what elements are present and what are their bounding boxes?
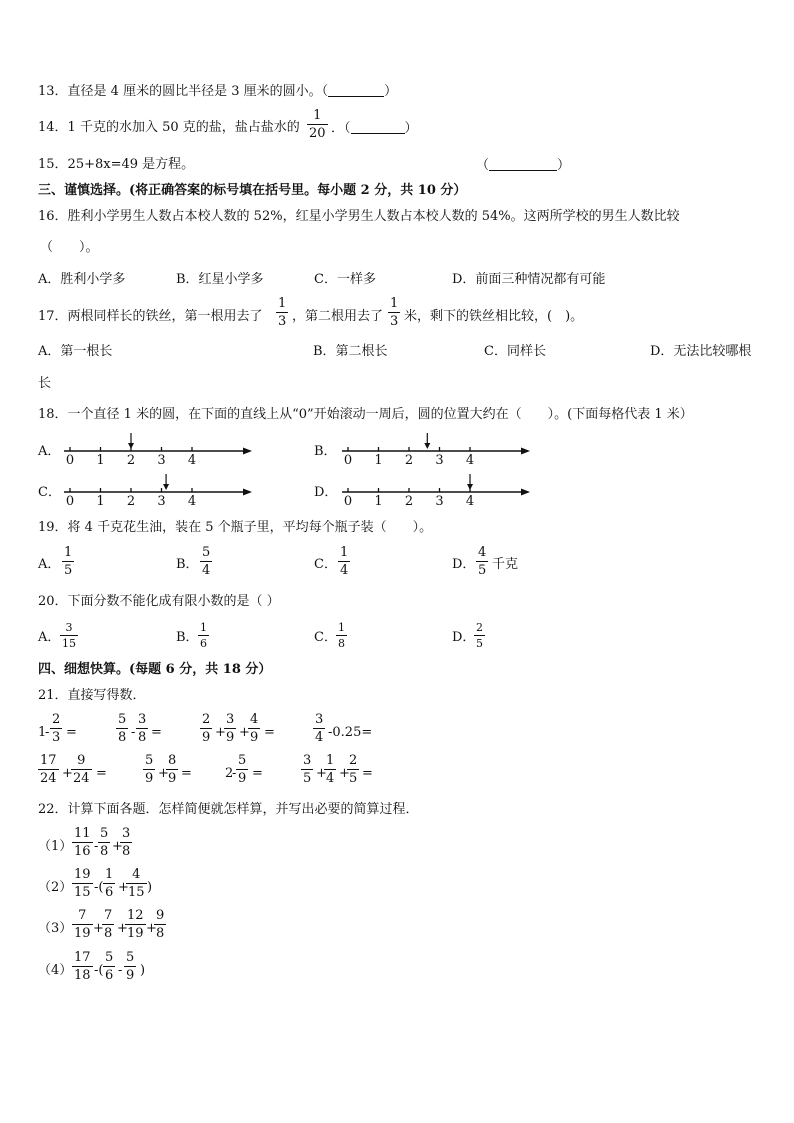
tick-label: 1	[96, 453, 105, 466]
tick-label: 0	[343, 453, 353, 466]
fraction: $\frac{3}{8}$	[122, 826, 131, 859]
tick-label: 1	[374, 453, 383, 466]
position-arrowhead	[467, 484, 473, 490]
operator: +	[62, 766, 73, 781]
axis-arrowhead	[521, 489, 530, 496]
number-line-c	[62, 473, 262, 507]
option-d-label[interactable]: D．	[452, 557, 476, 572]
operator: -0.25=	[328, 725, 373, 740]
option-d-label[interactable]: D．	[314, 485, 338, 500]
operator: =	[264, 725, 275, 740]
question-15-answer: （ ）	[476, 158, 571, 173]
option-b-label[interactable]: B．	[176, 630, 199, 645]
fraction: $\frac{11}{16}$	[74, 826, 91, 859]
option-c[interactable]: C．一样多	[314, 272, 376, 287]
operator: +	[117, 921, 128, 936]
number-line-b	[340, 432, 540, 466]
fraction: $\frac{9}{24}$	[73, 753, 90, 786]
operator: +	[93, 921, 104, 936]
fraction: $\frac{4}{5}$	[478, 545, 487, 578]
fraction: $\frac{9}{8}$	[156, 908, 165, 941]
fraction: $\frac{5}{6}$	[105, 950, 114, 983]
option-a-label[interactable]: A．	[38, 557, 61, 572]
axis-arrowhead	[243, 448, 252, 455]
question-21: 21．直接写得数．	[38, 688, 146, 703]
question-22: 22．计算下面各题．怎样简便就怎样算，并写出必要的简算过程．	[38, 802, 419, 817]
operator: +	[316, 766, 327, 781]
question-19: 19．将 4 千克花生油，装在 5 个瓶子里，平均每个瓶子装（ ）。	[38, 520, 433, 535]
fraction: $\frac{1}{4}$	[326, 753, 335, 786]
unit-label: 千克	[492, 557, 519, 572]
operator: -	[45, 725, 50, 740]
fraction: $\frac{12}{19}$	[127, 908, 144, 941]
tick-label: 3	[157, 453, 166, 466]
position-arrowhead	[424, 443, 430, 449]
answer-blank[interactable]	[489, 158, 557, 171]
operator: +	[239, 725, 250, 740]
option-a[interactable]: A．胜利小学多	[38, 272, 126, 287]
operator: +	[158, 766, 169, 781]
fraction: $\frac{5}{8}$	[118, 712, 127, 745]
operator: =	[252, 766, 263, 781]
option-c[interactable]: C．同样长	[484, 344, 546, 359]
question-17: 17．两根同样长的铁丝，第一根用去了	[38, 309, 263, 324]
fraction: $\frac{1}{8}$	[338, 621, 345, 650]
fraction: $\frac{17}{18}$	[74, 950, 91, 983]
operator: )	[147, 880, 153, 895]
question-20: 20．下面分数不能化成有限小数的是（ ）	[38, 594, 280, 609]
operator: =	[151, 725, 162, 740]
question-16: 16．胜利小学男生人数占本校人数的 52%，红星小学男生人数占本校人数的 54%。这两所学校的男生人数比较	[38, 209, 680, 224]
question-14-tail: ．（ ）	[331, 121, 418, 136]
option-c-label[interactable]: C．	[38, 485, 61, 500]
fraction: $\frac{3}{9}$	[226, 712, 235, 745]
question-14: 14．1 千克的水加入 50 克的盐，盐占盐水的	[38, 120, 300, 135]
tick-label: 3	[435, 494, 444, 507]
position-arrowhead	[163, 484, 169, 490]
fraction: $\frac{1}{3}$	[278, 296, 287, 329]
option-d[interactable]: D．无法比较哪根	[650, 344, 752, 359]
operator: -(	[94, 963, 104, 978]
tick-label: 0	[65, 453, 75, 466]
fraction: $\frac{1}{6}$	[105, 867, 114, 900]
option-d-label[interactable]: D．	[452, 630, 476, 645]
tick-label: 2	[404, 453, 414, 466]
option-b[interactable]: B．红星小学多	[176, 272, 264, 287]
question-16-paren: （ ）。	[40, 240, 99, 255]
operator: =	[362, 766, 373, 781]
question-15: 15．25+8x=49 是方程。	[38, 157, 195, 172]
operator: +	[339, 766, 350, 781]
operator: -	[94, 839, 99, 854]
question-13: 13．直径是 4 厘米的圆比半径是 3 厘米的圆小。（ ）	[38, 84, 398, 99]
fraction: $\frac{3}{8}$	[138, 712, 147, 745]
operator: )	[140, 963, 146, 978]
option-d-wrap: 长	[38, 376, 52, 391]
fraction: $\frac{7}{19}$	[74, 908, 91, 941]
fraction: $\frac{1}{3}$	[390, 296, 399, 329]
tick-label: 0	[343, 494, 353, 507]
operator: -	[232, 766, 237, 781]
fraction: $\frac{2}{9}$	[202, 712, 211, 745]
option-a-label[interactable]: A．	[38, 630, 61, 645]
option-d[interactable]: D．前面三种情况都有可能	[452, 272, 606, 287]
fraction: $\frac{4}{9}$	[250, 712, 259, 745]
operator: -	[118, 963, 123, 978]
fraction: $\frac{2}{3}$	[52, 712, 61, 745]
fraction: $\frac{3}{4}$	[315, 712, 324, 745]
tick-label: 3	[435, 453, 444, 466]
fraction: $\frac{3}{15}$	[62, 621, 76, 650]
position-arrowhead	[128, 443, 134, 449]
option-c-label[interactable]: C．	[314, 557, 337, 572]
tick-label: 2	[126, 494, 136, 507]
operand: 1	[38, 725, 47, 740]
fraction: $\frac{1}{6}$	[200, 621, 207, 650]
question-18: 18．一个直径 1 米的圆，在下面的直线上从“0”开始滚动一周后，圆的位置大约在（ ）。(下面每格代表 1 米）	[38, 407, 693, 422]
option-a-label[interactable]: A．	[38, 444, 61, 459]
item-label: （2）	[38, 880, 73, 895]
option-b-label[interactable]: B．	[176, 557, 199, 572]
option-a[interactable]: A．第一根长	[38, 344, 113, 359]
item-label: （3）	[38, 921, 73, 936]
section-4-heading: 四、细想快算。(每题 6 分，共 18 分）	[38, 662, 272, 677]
option-c-label[interactable]: C．	[314, 630, 337, 645]
tick-label: 1	[96, 494, 105, 507]
operator: -(	[94, 880, 104, 895]
tick-label: 1	[374, 494, 383, 507]
tick-label: 2	[126, 453, 136, 466]
fraction: $\frac{19}{15}$	[74, 867, 91, 900]
fraction: $\frac{3}{5}$	[303, 753, 312, 786]
operator: =	[96, 766, 107, 781]
fraction: $\frac{5}{9}$	[145, 753, 154, 786]
fraction: $\frac{1}{4}$	[340, 545, 349, 578]
fraction: $\frac{2}{5}$	[476, 621, 483, 650]
fraction: $\frac{7}{8}$	[104, 908, 113, 941]
operator: =	[66, 725, 77, 740]
tick-label: 4	[187, 453, 197, 466]
answer-blank[interactable]	[351, 121, 405, 134]
fraction: $\frac{8}{9}$	[168, 753, 177, 786]
fraction: $\frac{5}{9}$	[238, 753, 247, 786]
fraction: $\frac{17}{24}$	[40, 753, 57, 786]
tick-label: 2	[404, 494, 414, 507]
operator: -	[131, 725, 136, 740]
option-b[interactable]: B．第二根长	[313, 344, 388, 359]
fraction: $\frac{5}{4}$	[202, 545, 211, 578]
operator: +	[112, 839, 123, 854]
tick-label: 4	[465, 453, 475, 466]
item-label: （4）	[38, 963, 73, 978]
tick-label: 3	[157, 494, 166, 507]
operand: 2	[225, 766, 234, 781]
tick-label: 0	[65, 494, 75, 507]
operator: +	[146, 921, 157, 936]
answer-blank[interactable]	[328, 84, 384, 97]
operator: +	[215, 725, 226, 740]
operator: =	[181, 766, 192, 781]
axis-arrowhead	[243, 489, 252, 496]
item-label: （1）	[38, 839, 73, 854]
fraction: $\frac{5}{8}$	[100, 826, 109, 859]
axis-arrowhead	[521, 448, 530, 455]
fraction: $\frac{1}{5}$	[64, 545, 73, 578]
fraction: $\frac{1}{20}$	[309, 108, 326, 141]
fraction: $\frac{2}{5}$	[349, 753, 358, 786]
question-17-part2: ，第二根用去了	[292, 309, 384, 324]
number-line-d	[340, 473, 540, 507]
tick-label: 4	[465, 494, 475, 507]
fraction: $\frac{4}{15}$	[128, 867, 145, 900]
section-3-heading: 三、谨慎选择。(将正确答案的标号填在括号里。每小题 2 分，共 10 分）	[38, 183, 467, 198]
number-line-a	[62, 432, 262, 466]
option-b-label[interactable]: B．	[314, 444, 337, 459]
question-17-part3: 米，剩下的铁丝相比较，( )。	[404, 309, 584, 324]
operator: +	[118, 880, 129, 895]
fraction: $\frac{5}{9}$	[126, 950, 135, 983]
tick-label: 4	[187, 494, 197, 507]
